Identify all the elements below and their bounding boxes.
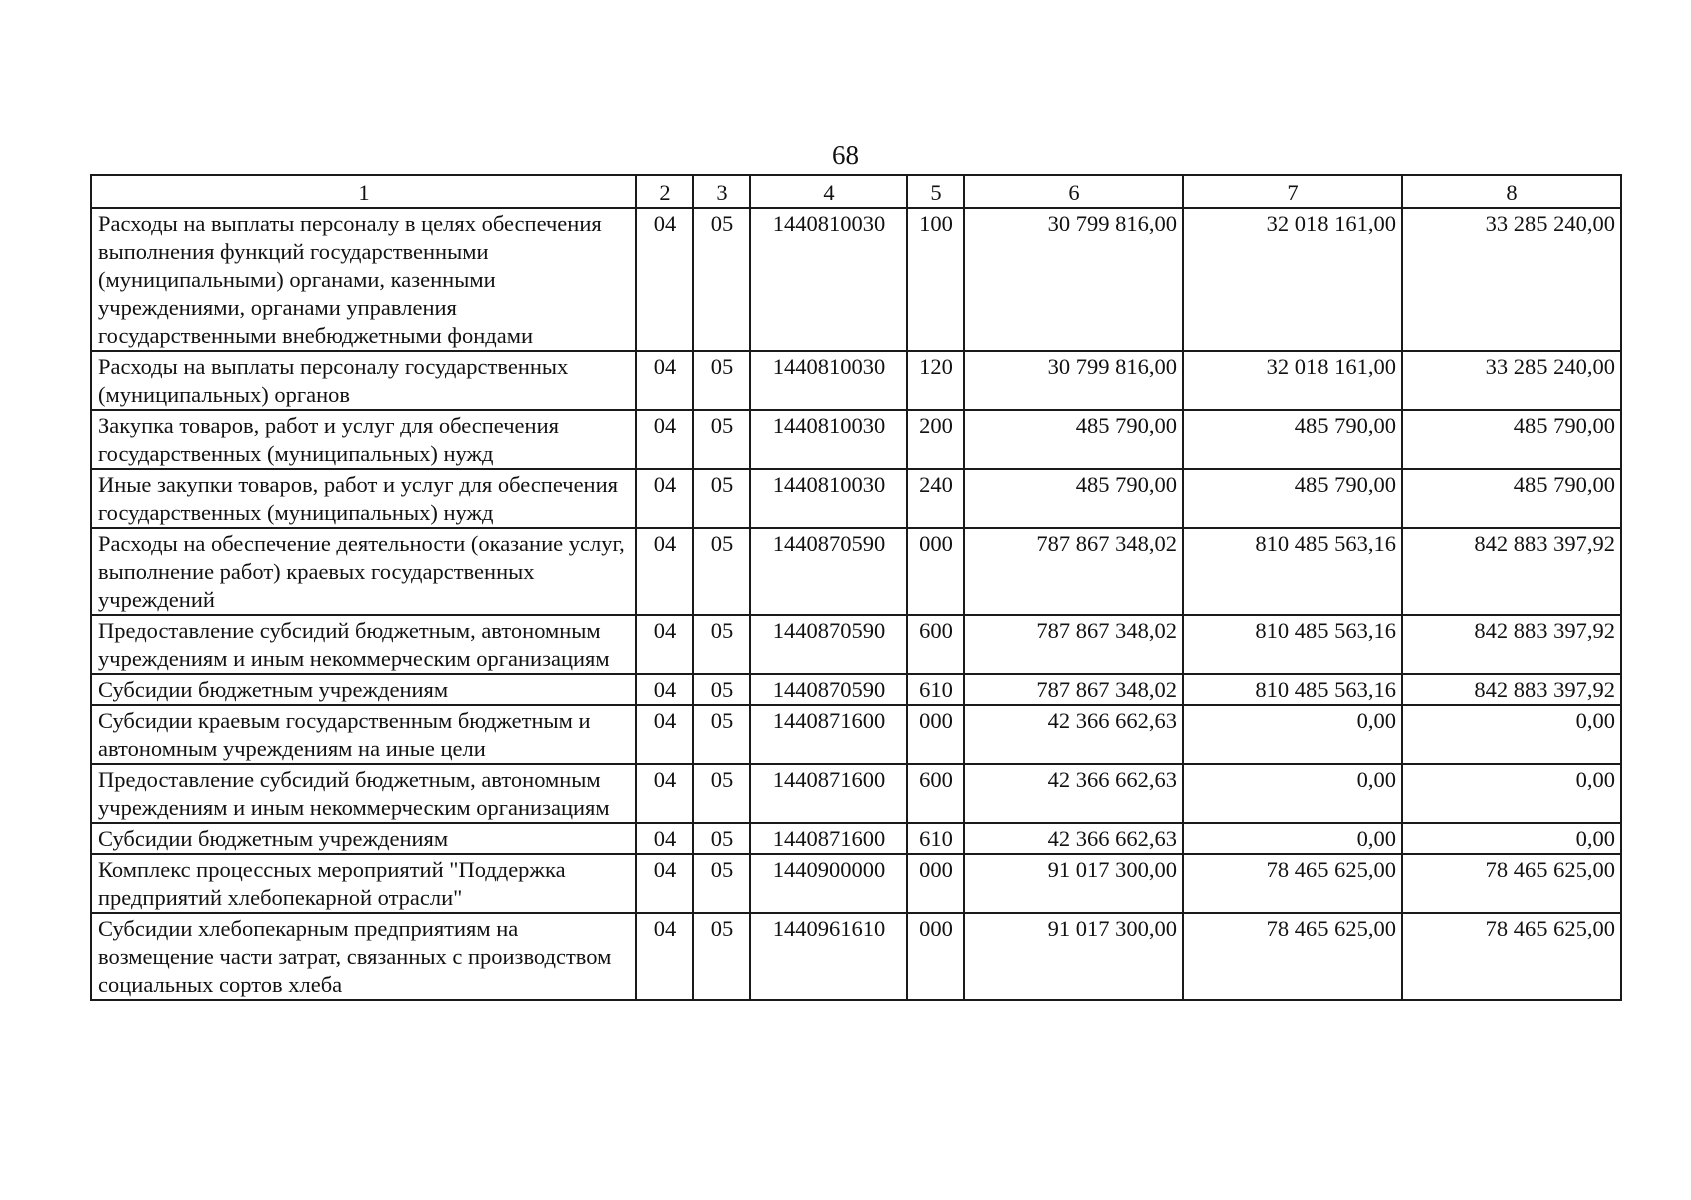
amount-col6: 42 366 662,63 — [964, 764, 1183, 823]
item-name: Субсидии бюджетным учреждениям — [91, 823, 636, 854]
column-header: 8 — [1402, 175, 1621, 208]
column-header: 2 — [636, 175, 693, 208]
subsection-code: 05 — [693, 208, 750, 351]
amount-col7: 485 790,00 — [1183, 410, 1402, 469]
amount-col7: 32 018 161,00 — [1183, 351, 1402, 410]
amount-col6: 42 366 662,63 — [964, 823, 1183, 854]
expense-type-code: 000 — [907, 705, 964, 764]
amount-col7: 78 465 625,00 — [1183, 913, 1402, 1000]
target-article-code: 1440810030 — [750, 469, 907, 528]
item-name: Иные закупки товаров, работ и услуг для обеспечения государственных (муниципальных) нужд — [91, 469, 636, 528]
subsection-code: 05 — [693, 854, 750, 913]
amount-col8: 842 883 397,92 — [1402, 674, 1621, 705]
table-row — [91, 913, 1621, 1000]
target-article-code: 1440870590 — [750, 674, 907, 705]
item-name: Субсидии краевым государственным бюджетным и автономным учреждениям на иные цели — [91, 705, 636, 764]
section-code: 04 — [636, 410, 693, 469]
table-row — [91, 351, 1621, 410]
table-row — [91, 208, 1621, 351]
target-article-code: 1440871600 — [750, 764, 907, 823]
target-article-code: 1440870590 — [750, 615, 907, 674]
expense-type-code: 000 — [907, 854, 964, 913]
table-row — [91, 528, 1621, 615]
subsection-code: 05 — [693, 410, 750, 469]
item-name: Закупка товаров, работ и услуг для обеспечения государственных (муниципальных) нужд — [91, 410, 636, 469]
column-header: 7 — [1183, 175, 1402, 208]
amount-col6: 787 867 348,02 — [964, 674, 1183, 705]
target-article-code: 1440900000 — [750, 854, 907, 913]
target-article-code: 1440871600 — [750, 823, 907, 854]
amount-col7: 810 485 563,16 — [1183, 528, 1402, 615]
subsection-code: 05 — [693, 351, 750, 410]
page-number: 68 — [832, 140, 859, 170]
budget-table — [90, 174, 1622, 1001]
amount-col8: 0,00 — [1402, 705, 1621, 764]
section-code: 04 — [636, 208, 693, 351]
amount-col6: 91 017 300,00 — [964, 913, 1183, 1000]
amount-col7: 810 485 563,16 — [1183, 674, 1402, 705]
target-article-code: 1440871600 — [750, 705, 907, 764]
amount-col7: 0,00 — [1183, 705, 1402, 764]
target-article-code: 1440870590 — [750, 528, 907, 615]
table-row — [91, 410, 1621, 469]
column-header: 6 — [964, 175, 1183, 208]
table-row — [91, 854, 1621, 913]
expense-type-code: 600 — [907, 615, 964, 674]
section-code: 04 — [636, 705, 693, 764]
column-header: 5 — [907, 175, 964, 208]
amount-col7: 485 790,00 — [1183, 469, 1402, 528]
amount-col8: 78 465 625,00 — [1402, 854, 1621, 913]
expense-type-code: 120 — [907, 351, 964, 410]
column-header: 4 — [750, 175, 907, 208]
item-name: Предоставление субсидий бюджетным, автономным учреждениям и иным некоммерческим организациям — [91, 764, 636, 823]
section-code: 04 — [636, 469, 693, 528]
amount-col6: 91 017 300,00 — [964, 854, 1183, 913]
item-name: Расходы на обеспечение деятельности (оказание услуг, выполнение работ) краевых государственных учреждений — [91, 528, 636, 615]
amount-col7: 0,00 — [1183, 764, 1402, 823]
header-row — [91, 175, 1621, 208]
amount-col8: 33 285 240,00 — [1402, 208, 1621, 351]
section-code: 04 — [636, 615, 693, 674]
amount-col8: 33 285 240,00 — [1402, 351, 1621, 410]
item-name: Расходы на выплаты персоналу в целях обеспечения выполнения функций государственными (муниципальными) органами, казенными учреждениями, органами управления государственными внебюджетными фондами — [91, 208, 636, 351]
item-name: Предоставление субсидий бюджетным, автономным учреждениям и иным некоммерческим организациям — [91, 615, 636, 674]
amount-col6: 787 867 348,02 — [964, 528, 1183, 615]
amount-col8: 78 465 625,00 — [1402, 913, 1621, 1000]
expense-type-code: 200 — [907, 410, 964, 469]
column-header: 1 — [91, 175, 636, 208]
amount-col8: 0,00 — [1402, 823, 1621, 854]
table-row — [91, 674, 1621, 705]
section-code: 04 — [636, 764, 693, 823]
expense-type-code: 240 — [907, 469, 964, 528]
amount-col7: 810 485 563,16 — [1183, 615, 1402, 674]
subsection-code: 05 — [693, 705, 750, 764]
item-name: Комплекс процессных мероприятий "Поддержка предприятий хлебопекарной отрасли" — [91, 854, 636, 913]
amount-col7: 0,00 — [1183, 823, 1402, 854]
table-row — [91, 823, 1621, 854]
subsection-code: 05 — [693, 528, 750, 615]
amount-col6: 787 867 348,02 — [964, 615, 1183, 674]
amount-col6: 42 366 662,63 — [964, 705, 1183, 764]
column-header: 3 — [693, 175, 750, 208]
expense-type-code: 610 — [907, 674, 964, 705]
table-row — [91, 615, 1621, 674]
target-article-code: 1440810030 — [750, 208, 907, 351]
amount-col8: 842 883 397,92 — [1402, 615, 1621, 674]
expense-type-code: 600 — [907, 764, 964, 823]
target-article-code: 1440961610 — [750, 913, 907, 1000]
section-code: 04 — [636, 823, 693, 854]
section-code: 04 — [636, 913, 693, 1000]
item-name: Расходы на выплаты персоналу государственных (муниципальных) органов — [91, 351, 636, 410]
section-code: 04 — [636, 674, 693, 705]
amount-col6: 485 790,00 — [964, 410, 1183, 469]
expense-type-code: 000 — [907, 528, 964, 615]
section-code: 04 — [636, 528, 693, 615]
amount-col8: 485 790,00 — [1402, 410, 1621, 469]
subsection-code: 05 — [693, 469, 750, 528]
amount-col8: 485 790,00 — [1402, 469, 1621, 528]
amount-col6: 30 799 816,00 — [964, 208, 1183, 351]
expense-type-code: 610 — [907, 823, 964, 854]
target-article-code: 1440810030 — [750, 410, 907, 469]
amount-col8: 0,00 — [1402, 764, 1621, 823]
expense-type-code: 100 — [907, 208, 964, 351]
subsection-code: 05 — [693, 823, 750, 854]
table-row — [91, 764, 1621, 823]
subsection-code: 05 — [693, 913, 750, 1000]
subsection-code: 05 — [693, 615, 750, 674]
item-name: Субсидии бюджетным учреждениям — [91, 674, 636, 705]
target-article-code: 1440810030 — [750, 351, 907, 410]
amount-col7: 78 465 625,00 — [1183, 854, 1402, 913]
amount-col8: 842 883 397,92 — [1402, 528, 1621, 615]
section-code: 04 — [636, 854, 693, 913]
expense-type-code: 000 — [907, 913, 964, 1000]
subsection-code: 05 — [693, 674, 750, 705]
table-row — [91, 705, 1621, 764]
subsection-code: 05 — [693, 764, 750, 823]
amount-col7: 32 018 161,00 — [1183, 208, 1402, 351]
amount-col6: 485 790,00 — [964, 469, 1183, 528]
section-code: 04 — [636, 351, 693, 410]
table-row — [91, 469, 1621, 528]
item-name: Субсидии хлебопекарным предприятиям на возмещение части затрат, связанных с производством социальных сортов хлеба — [91, 913, 636, 1000]
amount-col6: 30 799 816,00 — [964, 351, 1183, 410]
